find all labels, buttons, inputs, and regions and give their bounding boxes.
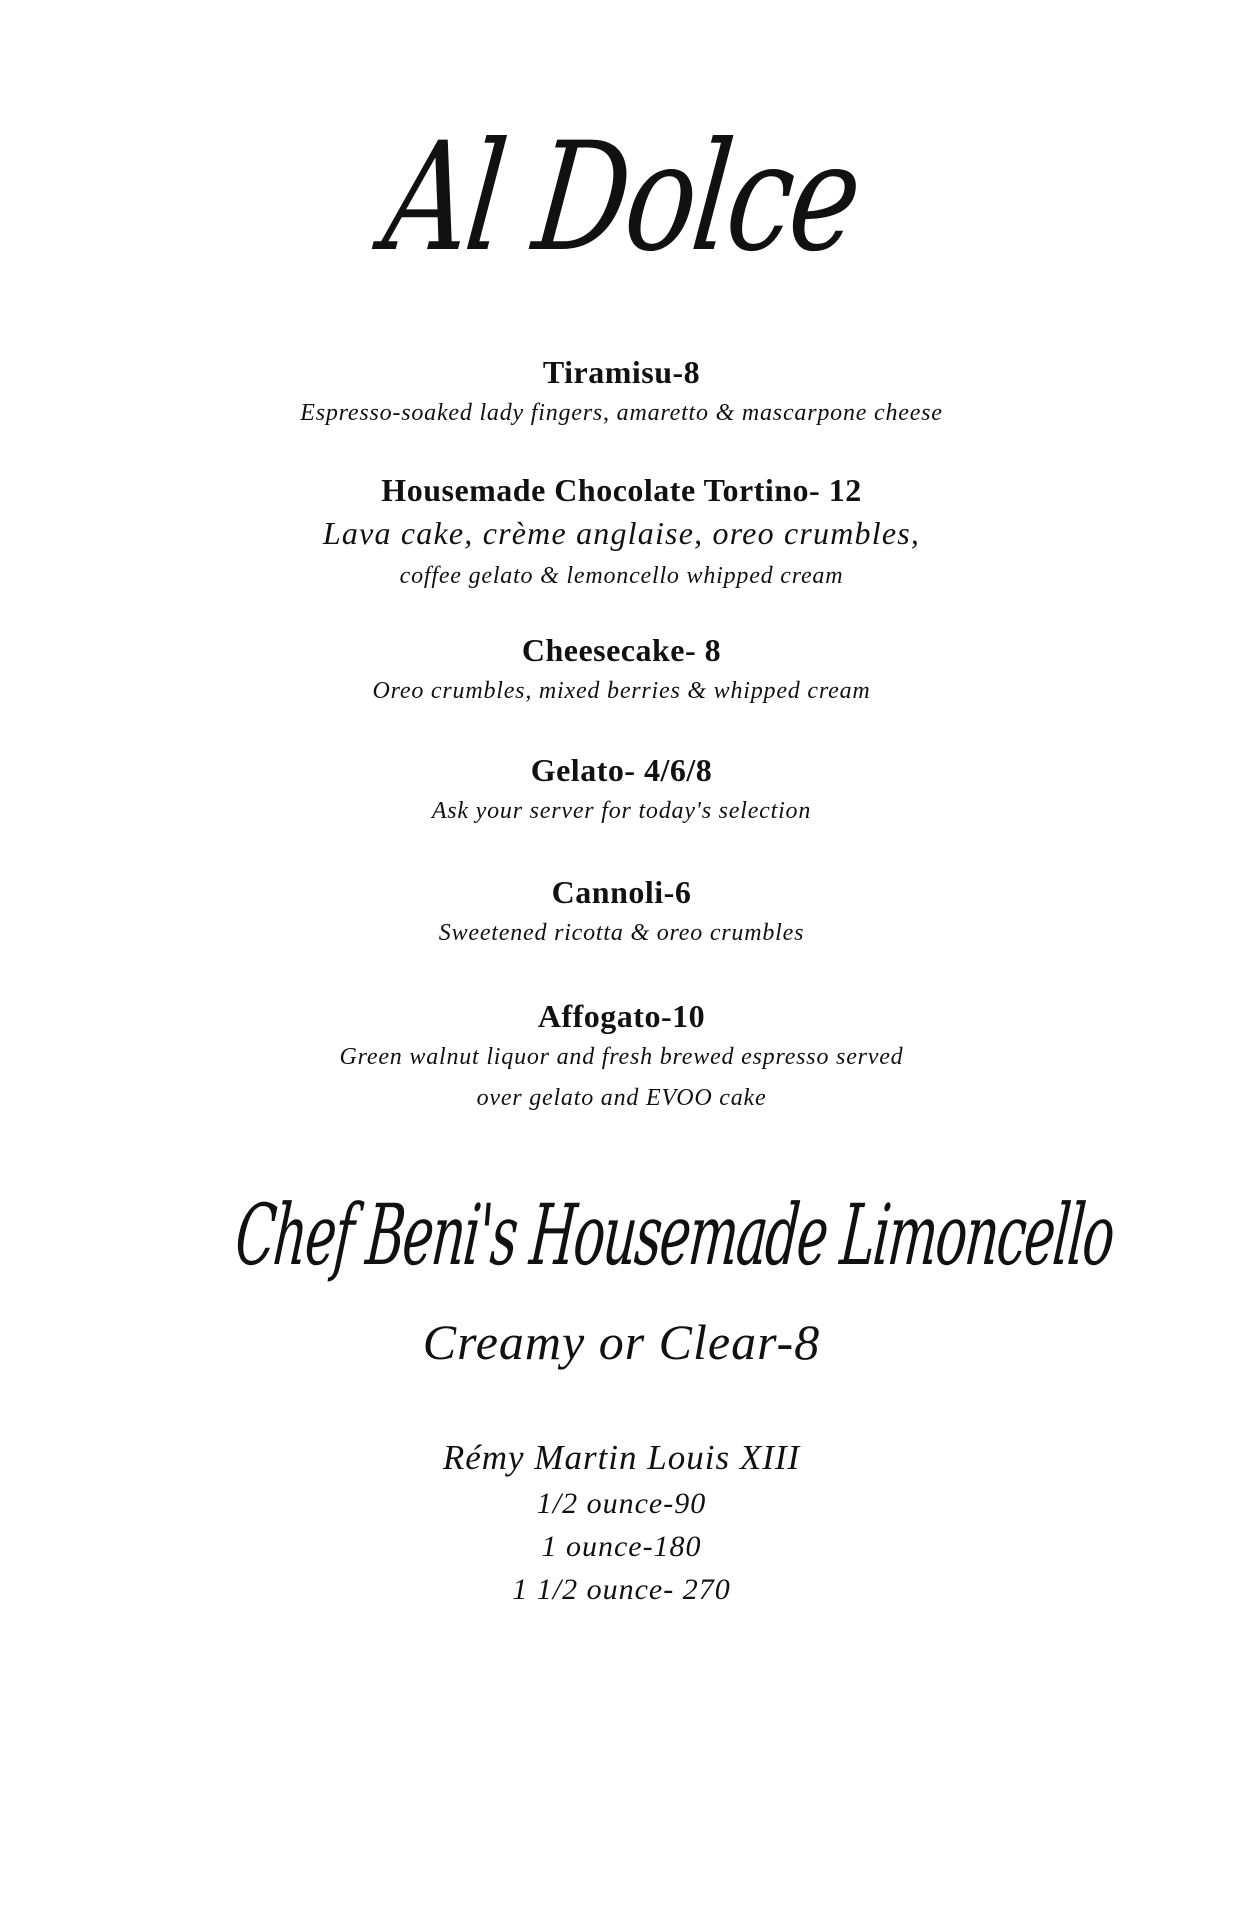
item-name: Cheesecake- 8 <box>521 632 722 668</box>
item-description: Green walnut liquor and fresh brewed espresso served <box>339 1044 904 1070</box>
item-description: Oreo crumbles, mixed berries & whipped cream <box>372 678 871 704</box>
limoncello-options: Creamy or Clear-8 <box>422 1314 821 1370</box>
item-name: Gelato- 4/6/8 <box>530 752 713 788</box>
item-name: Affogato-10 <box>537 998 706 1034</box>
cognac-section <box>0 1434 1243 1611</box>
item-description: Espresso-soaked lady fingers, amaretto & mascarpone cheese <box>300 400 943 426</box>
item-name: Cannoli-6 <box>551 874 692 910</box>
cognac-name: Rémy Martin Louis XIII <box>442 1438 801 1477</box>
menu-title: Al Dolce <box>376 111 867 285</box>
limoncello-heading: Chef Beni's Housemade Limoncello <box>231 1186 1118 1284</box>
cognac-pour: 1 ounce-180 <box>541 1530 702 1563</box>
item-description: coffee gelato & lemoncello whipped cream <box>399 563 844 589</box>
menu-item-tiramisu <box>0 352 1243 434</box>
item-name: Housemade Chocolate Tortino- 12 <box>381 472 862 508</box>
cognac-pour: 1/2 ounce-90 <box>536 1487 707 1520</box>
menu-item-affogato <box>0 996 1243 1118</box>
menu-item-gelato <box>0 750 1243 832</box>
menu-item-cannoli <box>0 872 1243 954</box>
item-description: Ask your server for today's selection <box>431 798 812 824</box>
item-name: Tiramisu-8 <box>542 354 701 390</box>
menu-item-cheesecake <box>0 630 1243 712</box>
item-description: over gelato and EVOO cake <box>476 1085 767 1111</box>
item-description: Lava cake, crème anglaise, oreo crumbles, <box>322 515 921 551</box>
menu-item-chocolate-tortino <box>0 470 1243 596</box>
cognac-pour: 1 1/2 ounce- 270 <box>512 1573 731 1606</box>
item-description: Sweetened ricotta & oreo crumbles <box>438 920 805 946</box>
